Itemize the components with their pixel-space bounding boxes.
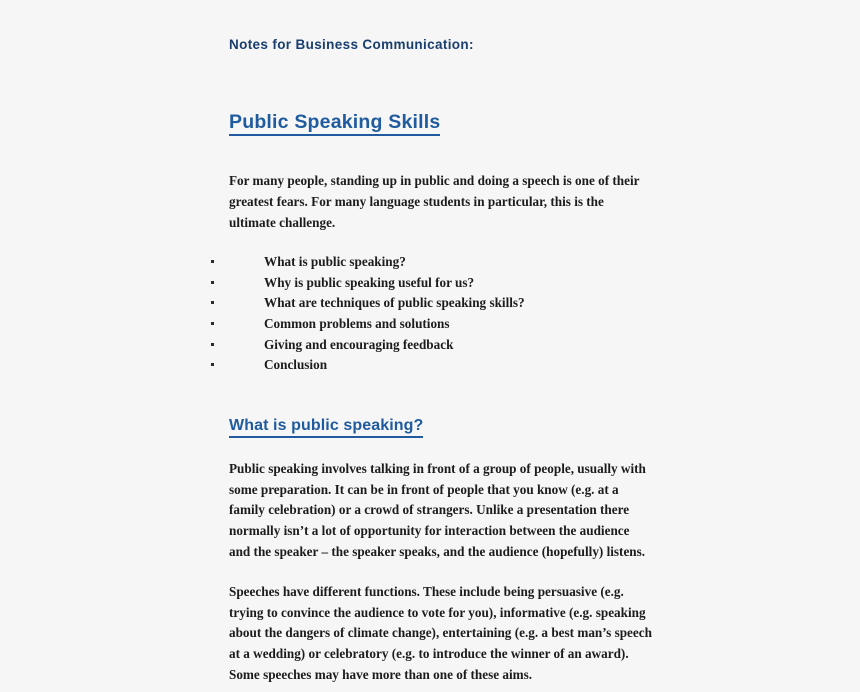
- list-item-label: Giving and encouraging feedback: [264, 336, 454, 352]
- list-item: [211, 273, 636, 294]
- spacer: [229, 376, 654, 417]
- list-item-label: Conclusion: [264, 357, 328, 373]
- intro-paragraph: For many people, standing up in public and doing a speech is one of their greatest fears. For many language students in particular, this is the ultimate challenge.: [229, 173, 640, 230]
- list-item: [211, 355, 636, 376]
- document-content: [229, 112, 654, 685]
- list-item: [211, 252, 636, 273]
- bullet-icon: [211, 322, 214, 325]
- section-paragraph-1: Public speaking involves talking in front of a group of people, usually with some preparation. It can be in front of people that you know (e.g. at a family celebration) or a crowd of strangers. Unlike a presentation there normally isn’t a lot of opportunity for interaction between the audience and the speaker – the speaker speaks, and the audience (hopefully) listens.: [229, 461, 646, 559]
- section-paragraph-2: Speeches have different functions. These include being persuasive (e.g. trying to convince the audience to vote for you), informative (e.g. speaking about the dangers of climate change), entertaining (e.g. a best man’s speech at a wedding) or celebratory (e.g. to introduce the winner of an award). Some speeches may have more than one of these aims.: [229, 584, 652, 682]
- bullet-icon: [211, 260, 214, 263]
- list-item-label: What is public speaking?: [264, 254, 406, 270]
- section-heading: What is public speaking?: [229, 417, 423, 438]
- bullet-icon: [211, 343, 214, 346]
- bullet-icon: [211, 301, 214, 304]
- list-item-label: Common problems and solutions: [264, 316, 450, 331]
- spacer: [229, 233, 654, 252]
- bullet-icon: [211, 363, 214, 366]
- title-wrapper: [229, 112, 654, 136]
- list-item: [211, 314, 636, 335]
- list-item: [211, 335, 636, 356]
- list-item-label: Why is public speaking useful for us?: [264, 274, 475, 290]
- page-title: Public Speaking Skills: [229, 112, 440, 136]
- list-item-label: What are techniques of public speaking skills?: [264, 295, 525, 311]
- contents-list: [211, 252, 636, 376]
- subtitle-wrapper: [229, 417, 654, 438]
- spacer: [229, 562, 654, 582]
- bullet-icon: [211, 281, 214, 284]
- spacer: [229, 136, 654, 171]
- spacer: [229, 438, 654, 459]
- list-item: [211, 293, 636, 314]
- running-header: Notes for Business Communication:: [229, 37, 474, 52]
